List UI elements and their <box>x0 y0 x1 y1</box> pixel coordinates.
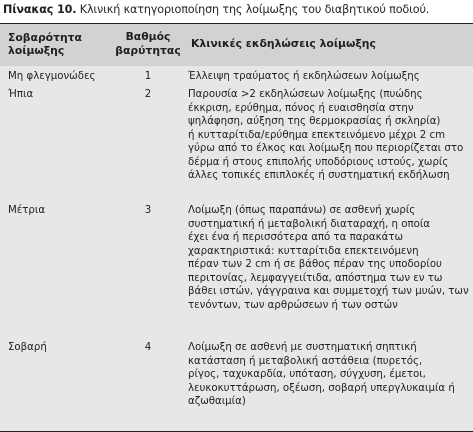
manifestation-line: έχει ένα ή περισσότερα από τα παρακάτω <box>188 232 404 243</box>
header-grade-line: βαρύτητας <box>115 44 181 57</box>
manifestation-line: ψηλάφηση, αύξηση της θερμοκρασίας ή σκληρία) <box>188 116 441 127</box>
grade-cell: 3 <box>144 205 152 216</box>
grade-cell: 1 <box>144 71 152 82</box>
table-row <box>0 337 473 431</box>
manifestations-cell <box>188 341 470 409</box>
table-caption <box>3 2 471 17</box>
grade-cell: 4 <box>144 342 152 353</box>
header-grade-line: Βαθμός <box>125 30 171 43</box>
table-row <box>0 200 473 337</box>
manifestation-line: έκκριση, ερύθημα, πόνος ή ευαισθησία στην <box>188 102 414 114</box>
severity-cell: Μη φλεγμονώδες <box>8 71 96 82</box>
header-manifestations: Κλινικές εκδηλώσεις λοίμωξης <box>191 37 376 50</box>
manifestation-line: Παρουσία >2 εκδηλώσεων λοίμωξης (πυώδης <box>188 89 423 100</box>
manifestation-line: γύρω από το έλκος και λοίμωξη που περιορίζεται στο <box>188 143 464 154</box>
severity-cell: Μέτρια <box>8 205 46 216</box>
manifestation-line: πέραν των 2 cm ή σε βάθος πέραν της υποδορίου <box>188 259 442 270</box>
manifestation-line: αζωθαιμία) <box>188 396 246 407</box>
caption-label: Πίνακας 10. <box>3 3 77 16</box>
table-row <box>0 84 473 200</box>
manifestation-line: Λοίμωξη (όπως παραπάνω) σε ασθενή χωρίς <box>188 205 416 216</box>
grade-cell: 2 <box>144 89 152 100</box>
manifestations-cell <box>188 70 470 84</box>
table-header <box>0 24 473 66</box>
manifestation-line: ρίγος, ταχυκαρδία, υπόταση, σύγχυση, έμετοι, <box>188 369 426 380</box>
manifestation-line: συστηματική ή μεταβολική διαταραχή, η οποία <box>188 218 431 230</box>
severity-cell: Σοβαρή <box>8 342 47 353</box>
manifestations-cell <box>188 204 470 312</box>
manifestation-line: περιτονίας, λεμφαγγειίτιδα, απόστημα των εν τω <box>188 272 443 284</box>
header-grade <box>104 30 192 58</box>
classification-table <box>0 23 473 432</box>
manifestations-cell <box>188 88 470 183</box>
manifestation-line: τενόντων, των αρθρώσεων ή των οστών <box>188 299 398 311</box>
manifestation-line: Λοίμωξη σε ασθενή με συστηματική σηπτική <box>188 342 417 353</box>
manifestation-line: χαρακτηριστικά: κυτταρίτιδα επεκτεινόμενη <box>188 245 419 257</box>
table-row <box>0 66 473 84</box>
header-severity-line: Σοβαρότητα <box>8 31 82 44</box>
manifestation-line: άλλες τοπικές επιπλοκές ή συστηματική εκδήλωση <box>188 170 450 181</box>
manifestation-line: δέρμα ή στους επιπολής υποδόριους ιστούς, χωρίς <box>188 156 449 168</box>
caption-text: Κλινική κατηγοριοποίηση της λοίμωξης του διαβητικού ποδιού. <box>79 3 430 16</box>
header-severity-line: λοίμωξης <box>8 44 65 57</box>
manifestation-line: βάθει ιστών, γάγγραινα και συμμετοχή των μυών, των <box>188 286 469 297</box>
manifestation-line: κατάσταση ή μεταβολική αστάθεια (πυρετός, <box>188 355 423 367</box>
table-body <box>0 66 473 431</box>
manifestation-line: Έλλειψη τραύματος ή εκδηλώσεων λοίμωξης <box>188 71 420 82</box>
manifestation-line: ή κυτταρίτιδα/ερύθημα επεκτεινόμενο μέχρι 2 cm <box>188 129 446 141</box>
manifestation-line: λευκοκυττάρωση, οξέωση, σοβαρή υπεργλυκαιμία ή <box>188 382 455 394</box>
severity-cell: Ήπια <box>8 89 34 100</box>
